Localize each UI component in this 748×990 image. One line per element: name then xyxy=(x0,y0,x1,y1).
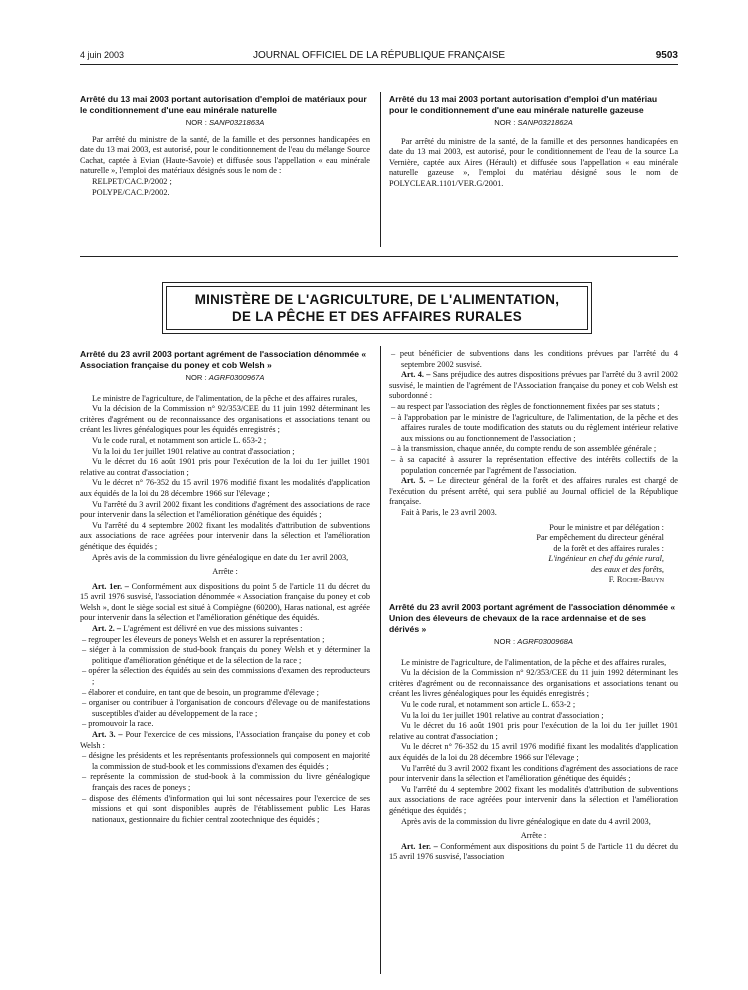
recital: Vu le code rural, et notamment son article L. 653-2 ; xyxy=(401,700,576,710)
list-item: – au respect par l'association des règles de fonctionnement fixées par ses statuts ; xyxy=(391,401,660,411)
article-2: Art. 2. – L'agrément est délivré en vue des missions suivantes : xyxy=(92,624,303,634)
decree-paragraph: Par arrêté du ministre de la santé, de la famille et des personnes handicapées en date du 13 mai 2003, est autorisé, pour le conditionnement de l'eau de la source La Vernière, captée aux Aires (Hérault) et diffusée sous l'appellation « eau minérale naturelle gazeuse », l'emploi du matériau désigné sous le nom de POLYCLEAR.1101/VER.G/2001. xyxy=(389,136,678,188)
list-item: – élaborer et conduire, en tant que de besoin, un programme d'élevage ; xyxy=(82,687,319,697)
list-item: – promouvoir la race. xyxy=(82,719,154,729)
material-item: POLYPE/CAC.P/2002. xyxy=(92,187,170,197)
recital: Vu la loi du 1er juillet 1901 relative au contrat d'association ; xyxy=(92,446,295,456)
recital: Le ministre de l'agriculture, de l'alimentation, de la pêche et des affaires rurales, xyxy=(401,657,667,667)
section-rule xyxy=(80,256,678,257)
header-rule xyxy=(80,64,678,65)
signature-line: Par empêchement du directeur général xyxy=(536,533,664,543)
list-item: – organiser ou contribuer à l'organisation de concours d'élevage ou de manifestations susceptibles d'aider au développement de la race ; xyxy=(82,698,370,718)
signature-line: Pour le ministre et par délégation : xyxy=(549,522,664,532)
list-item: – opérer la sélection des équidés au sein des commissions d'examen des reproducteurs ; xyxy=(82,666,370,687)
header-journal-title: JOURNAL OFFICIEL DE LA RÉPUBLIQUE FRANÇAISE xyxy=(252,50,506,61)
list-item: – à la transmission, chaque année, du compte rendu de son assemblée générale ; xyxy=(391,444,657,454)
recital: Après avis de la commission du livre généalogique en date du 4 avril 2003, xyxy=(401,816,651,826)
recital: Vu l'arrêté du 3 avril 2002 fixant les conditions d'agrément des associations de race pour intervenir dans la sélection et l'amélioration génétique des équidés ; xyxy=(80,499,370,520)
recital: Vu la décision de la Commission n° 92/353/CEE du 11 juin 1992 déterminant les critères d'agrément ou de reconnaissance des organisations et associations tenant ou créant les livres généalogiques pour les équidés enregistrés ; xyxy=(80,404,370,435)
arrete-label: Arrête : xyxy=(520,831,547,841)
nor-reference: NOR : SANP0321862A xyxy=(494,118,573,127)
recital: Vu l'arrêté du 3 avril 2002 fixant les conditions d'agrément des associations de race pour intervenir dans la sélection et l'amélioration génétique des équidés ; xyxy=(389,763,678,784)
nor-reference: NOR : AGRF0300968A xyxy=(494,637,573,647)
decree-title: Arrêté du 13 mai 2003 portant autorisation d'emploi de matériaux pour le conditionnement d'une eau minérale naturelle xyxy=(80,94,367,115)
decree-eau-minerale xyxy=(80,94,370,198)
list-item: – peut bénéficier de subventions dans les conditions prévues par l'arrêté du 4 septembre 2002 susvisé. xyxy=(391,349,678,369)
header-page-number: 9503 xyxy=(655,50,678,61)
recital: Le ministre de l'agriculture, de l'alimentation, de la pêche et des affaires rurales, xyxy=(92,393,358,403)
arrete-label: Arrête : xyxy=(212,567,238,577)
decree-poney-welsh-continued xyxy=(389,349,678,863)
article-1: Art. 1er. – Conformément aux dispositions du point 5 de l'article 11 du décret du 15 avril 1976 susvisé, l'association dénommée « Association française du poney et cob Welsh », dont le siège social est situé à Compiègne (60200), Haras national, est agréée pour intervenir dans la sélection et l'amélioration génétique des équidés. xyxy=(80,581,370,623)
recital: Vu l'arrêté du 4 septembre 2002 fixant les modalités d'attribution de subventions aux associations de race agréées pour intervenir dans la sélection et l'amélioration génétique des équidés ; xyxy=(389,784,678,815)
list-item: – à l'approbation par le ministre de l'agriculture, de l'alimentation, de la pêche et des affaires rurales de toute modification des statuts ou du règlement intérieur relative aux missions ou au fonctionnement de l'association ; xyxy=(391,412,678,443)
recital: Vu la loi du 1er juillet 1901 relative au contrat d'association ; xyxy=(401,710,604,720)
material-item: RELPET/CAC.P/2002 ; xyxy=(92,176,172,186)
recital: Vu l'arrêté du 4 septembre 2002 fixant les modalités d'attribution de subventions aux associations de race agréées pour intervenir dans la sélection et l'amélioration génétique des équidés ; xyxy=(80,520,370,551)
article-5: Art. 5. – Le directeur général de la forêt et des affaires rurales est chargé de l'exécution du présent arrêté, qui sera publié au Journal officiel de la République française. xyxy=(389,476,678,507)
recital: Vu la décision de la Commission n° 92/353/CEE du 11 juin 1992 déterminant les critères d'agrément ou de reconnaissance des organisations et associations tenant ou créant les livres généalogiques pour les équidés enregistrés ; xyxy=(389,668,678,699)
list-item: – désigne les présidents et les représentants professionnels qui composent en majorité la commission de stud-book et les commissions d'examen des équidés ; xyxy=(82,751,370,771)
article-1: Art. 1er. – Conformément aux dispositions du point 5 de l'article 11 du décret du 15 avril 1976 susvisé, l'association xyxy=(389,841,678,862)
list-item: – représente la commission de stud-book à la commission du livre généalogique français des races de poneys ; xyxy=(82,772,370,792)
signature-line: L'ingénieur en chef du génie rural, xyxy=(548,554,664,564)
signature-line: des eaux et des forêts, xyxy=(590,564,664,574)
fait-a-paris: Fait à Paris, le 23 avril 2003. xyxy=(401,507,497,517)
ministry-heading-line: DE LA PÊCHE ET DES AFFAIRES RURALES xyxy=(232,309,522,324)
signature-line: de la forêt et des affaires rurales : xyxy=(553,543,664,553)
decree-title: Arrêté du 23 avril 2003 portant agrément de l'association dénommée « Union des éleveurs de chevaux de la race ardennaise et de ses dérivés » xyxy=(389,602,676,635)
ministry-heading-box xyxy=(162,282,592,334)
decree-paragraph: Par arrêté du ministre de la santé, de la famille et des personnes handicapées en date du 13 mai 2003, est autorisé, pour le conditionnement de l'eau du mélange Source Cachat, captée à Evian (Haute-Savoie) et diffusée sous l'appellation « eau minérale naturelle », l'emploi des matériaux désignés sous le nom de : xyxy=(80,134,370,176)
column-divider xyxy=(380,92,381,247)
column-divider xyxy=(380,346,381,974)
list-item: – à sa capacité à assurer la représentation effective des intérêts collectifs de la population concernée par l'agrément de l'association. xyxy=(391,454,678,475)
nor-reference: NOR : SANP0321863A xyxy=(185,118,265,127)
article-4: Art. 4. – Sans préjudice des autres dispositions prévues par l'arrêté du 3 avril 2002 susvisé, le maintien de l'agrément de l'Association française du poney et cob Welsh est subordonné : xyxy=(389,370,679,401)
nor-reference: NOR : AGRF0300967A xyxy=(185,373,265,382)
signatory-name: F. Roche-Bruyn xyxy=(608,575,664,585)
recital: Après avis de la commission du livre généalogique en date du 1er avril 2003, xyxy=(92,552,349,562)
ministry-heading-line: MINISTÈRE DE L'AGRICULTURE, DE L'ALIMENTATION, xyxy=(194,292,560,307)
list-item: – dispose des éléments d'information qui lui sont nécessaires pour l'exercice de ses missions et qui sont disponibles auprès de l'établissement public Les Haras nationaux, gestionnaire du fichier central zootechnique des équidés ; xyxy=(82,793,370,824)
article-3: Art. 3. – Pour l'exercice de ces missions, l'Association française du poney et cob Welsh : xyxy=(80,730,370,750)
recital: Vu le code rural, et notamment son article L. 653-2 ; xyxy=(92,435,267,445)
recital: Vu le décret n° 76-352 du 15 avril 1976 modifié fixant les modalités d'application aux équidés de la loi du 28 décembre 1966 sur l'élevage ; xyxy=(80,478,370,498)
decree-eau-gazeuse xyxy=(389,94,678,190)
list-item: – regrouper les éleveurs de poneys Welsh et en assurer la représentation ; xyxy=(82,634,325,644)
recital: Vu le décret du 16 août 1901 pris pour l'exécution de la loi du 1er juillet 1901 relative au contrat d'association ; xyxy=(80,457,370,477)
decree-poney-welsh xyxy=(80,349,370,825)
recital: Vu le décret n° 76-352 du 15 avril 1976 modifié fixant les modalités d'application aux équidés de la loi du 28 décembre 1966 sur l'élevage ; xyxy=(389,742,678,762)
recital: Vu le décret du 16 août 1901 pris pour l'exécution de la loi du 1er juillet 1901 relative au contrat d'association ; xyxy=(389,721,678,741)
decree-title: Arrêté du 13 mai 2003 portant autorisation d'emploi d'un matériau pour le conditionnement d'une eau minérale naturelle gazeuse xyxy=(389,94,658,115)
header-date: 4 juin 2003 xyxy=(80,50,125,60)
page-header xyxy=(80,50,678,64)
list-item: – siéger à la commission de stud-book français du poney Welsh et y déterminer la politique d'amélioration génétique et de la sélection de la race ; xyxy=(82,645,370,665)
decree-title: Arrêté du 23 avril 2003 portant agrément de l'association dénommée « Association française du poney et cob Welsh » xyxy=(80,349,367,370)
